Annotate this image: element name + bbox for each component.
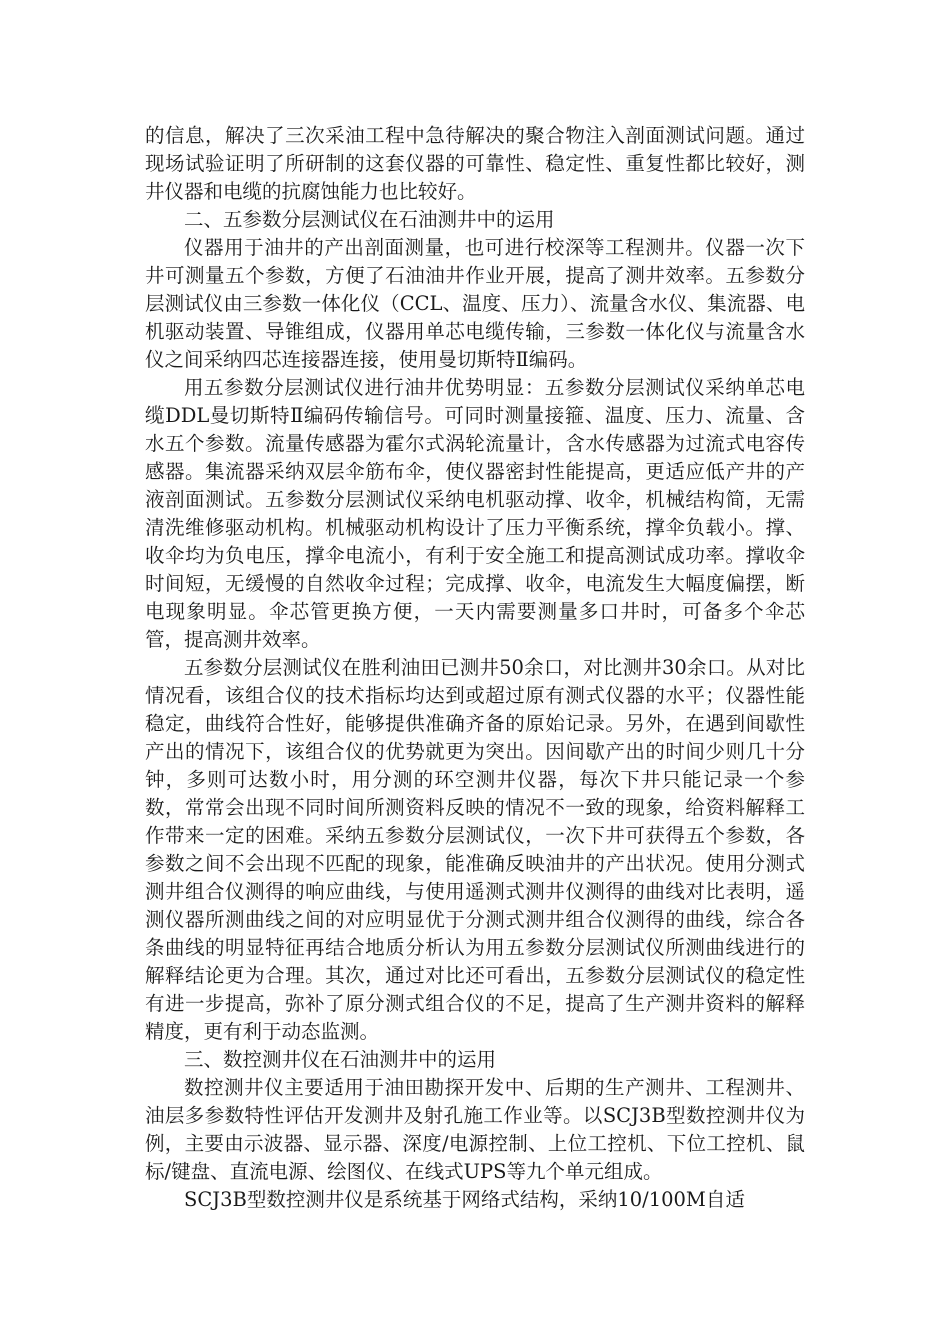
- paragraph-instrument-overview: 仪器用于油井的产出剖面测量，也可进行校深等工程测井。仪器一次下井可测量五个参数，方便了石油油井作业开展，提高了测井效率。五参数分层测试仪由三参数一体化仪（CCL、温度、压力）、流量含水仪、集流器、电机驱动装置、导锥组成，仪器用单芯电缆传输，三参数一体化仪与流量含水仪之间采纳四芯连接器连接，使用曼切斯特Ⅱ编码。: [145, 236, 805, 371]
- paragraph-field-results: 五参数分层测试仪在胜利油田已测井50余口，对比测井30余口。从对比情况看，该组合仪的技术指标均达到或超过原有测式仪器的水平；仪器性能稳定，曲线符合性好，能够提供准确齐备的原始记录。另外，在遇到间歇性产出的情况下，该组合仪的优势就更为突出。因间歇产出的时间少则几十分钟，多则可达数小时，用分测的环空测井仪器，每次下井只能记录一个参数，常常会出现不同时间所测资料反映的情况不一致的现象，给资料解释工作带来一定的困难。采纳五参数分层测试仪，一次下井可获得五个参数，各参数之间不会出现不匹配的现象，能准确反映油井的产出状况。使用分测式测井组合仪测得的响应曲线，与使用遥测式测井仪测得的曲线对比表明，遥测仪器所测曲线之间的对应明显优于分测式测井组合仪测得的曲线，综合各条曲线的明显特征再结合地质分析认为用五参数分层测试仪所测曲线进行的解释结论更为合理。其次，通过对比还可看出，五参数分层测试仪的稳定性有进一步提高，弥补了原分测式组合仪的不足，提高了生产测井资料的解释精度，更有利于动态监测。: [145, 656, 805, 1043]
- paragraph-continuation: 的信息，解决了三次采油工程中急待解决的聚合物注入剖面测试问题。通过现场试验证明了所研制的这套仪器的可靠性、稳定性、重复性都比较好，测井仪器和电缆的抗腐蚀能力也比较好。: [145, 124, 805, 203]
- paragraph-scj3b-network: SCJ3B型数控测井仪是系统基于网络式结构，采纳10/100M自适: [184, 1188, 745, 1211]
- section-heading-2: 二、五参数分层测试仪在石油测井中的运用: [184, 208, 555, 231]
- paragraph-cnc-logging-overview: 数控测井仪主要适用于油田勘探开发中、后期的生产测井、工程测井、油层多参数特性评估开发测井及射孔施工作业等。以SCJ3B型数控测井仪为例，主要由示波器、显示器、深度/电源控制、上位工控机、下位工控机、鼠标/键盘、直流电源、绘图仪、在线式UPS等九个单元组成。: [145, 1076, 805, 1183]
- paragraph-advantages: 用五参数分层测试仪进行油井优势明显：五参数分层测试仪采纳单芯电缆DDL曼切斯特Ⅱ编码传输信号。可同时测量接箍、温度、压力、流量、含水五个参数。流量传感器为霍尔式涡轮流量计，含水传感器为过流式电容传感器。集流器采纳双层伞筋布伞，使仪器密封性能提高，更适应低产井的产液剖面测试。五参数分层测试仪采纳电机驱动撑、收伞，机械结构简，无需清洗维修驱动机构。机械驱动机构设计了压力平衡系统，撑伞负载小。撑、收伞均为负电压，撑伞电流小，有利于安全施工和提高测试成功率。撑收伞时间短，无缓慢的自然收伞过程；完成撑、收伞，电流发生大幅度偏摆，断电现象明显。伞芯管更换方便，一天内需要测量多口井时，可备多个伞芯管，提高测井效率。: [145, 376, 805, 651]
- document-body: [145, 122, 805, 1214]
- section-heading-3: 三、数控测井仪在石油测井中的运用: [184, 1048, 497, 1071]
